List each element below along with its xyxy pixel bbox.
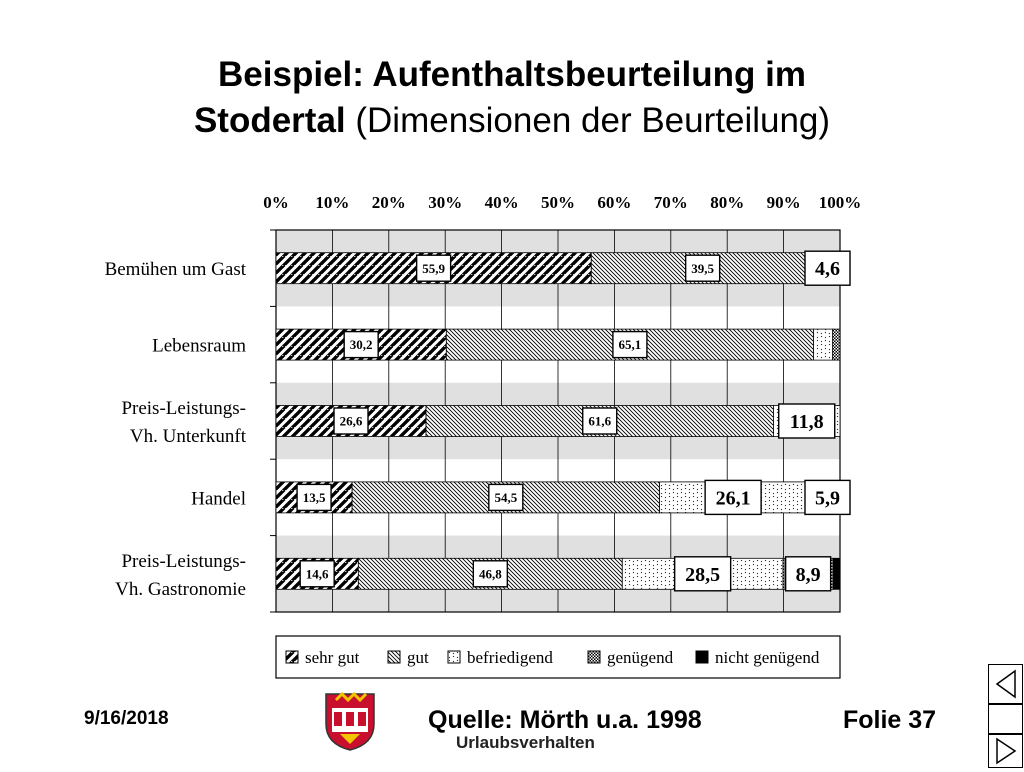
x-tick-label: 80% — [710, 193, 745, 212]
x-tick-label: 20% — [371, 193, 406, 212]
y-category-label: Preis-Leistungs- — [121, 550, 246, 572]
data-label: 54,5 — [494, 489, 518, 505]
x-tick-label: 50% — [541, 193, 575, 212]
bar-segment — [833, 329, 840, 360]
legend-label: genügend — [607, 648, 674, 667]
bar-segment — [833, 558, 840, 589]
data-label: 14,6 — [305, 566, 329, 582]
legend-swatch — [588, 651, 600, 663]
legend-swatch — [388, 651, 400, 663]
data-label: 11,8 — [789, 411, 824, 433]
legend-label: befriedigend — [467, 648, 553, 667]
x-tick-label: 0% — [263, 193, 289, 212]
data-label: 26,6 — [339, 413, 363, 429]
next-slide-button[interactable] — [988, 734, 1023, 768]
title-line-1: Beispiel: Aufenthaltsbeurteilung im — [218, 55, 806, 94]
data-label: 13,5 — [302, 489, 326, 505]
data-label: 28,5 — [685, 563, 721, 586]
x-tick-label: 70% — [653, 193, 688, 212]
previous-slide-button[interactable] — [988, 664, 1023, 704]
x-tick-label: 100% — [818, 193, 862, 212]
x-tick-label: 90% — [766, 193, 801, 212]
legend-label: gut — [407, 648, 429, 667]
x-tick-label: 40% — [484, 193, 519, 212]
triangle-left-icon — [989, 665, 1022, 703]
y-category-label: Bemühen um Gast — [104, 259, 246, 281]
footer-source: Quelle: Mörth u.a. 1998 — [428, 706, 702, 734]
data-label: 5,9 — [815, 487, 840, 510]
data-label: 46,8 — [478, 566, 502, 582]
footer-slide-number: Folie 37 — [843, 706, 937, 734]
y-category-label: Handel — [191, 488, 246, 510]
y-category-label: Preis-Leistungs- — [121, 398, 246, 419]
data-label: 61,6 — [588, 413, 612, 429]
slide-menu-button[interactable] — [988, 704, 1023, 734]
data-label: 65,1 — [618, 337, 642, 353]
y-category-label: Vh. Gastronomie — [115, 578, 246, 600]
legend-label: nicht genügend — [715, 648, 820, 667]
legend-swatch — [696, 651, 708, 663]
footer-partial-text: Urlaubsverhalten — [456, 733, 595, 752]
data-label: 4,6 — [815, 258, 840, 281]
y-category-label: Lebensraum — [152, 335, 246, 357]
legend-swatch — [286, 651, 298, 663]
legend-label: sehr gut — [305, 648, 360, 667]
y-category-label: Vh. Unterkunft — [129, 426, 246, 447]
x-tick-label: 60% — [597, 193, 632, 212]
x-tick-label: 10% — [315, 193, 350, 212]
triangle-right-icon — [989, 735, 1022, 767]
bar-segment — [813, 329, 832, 360]
legend-swatch — [448, 651, 460, 663]
data-label: 8,9 — [795, 563, 821, 586]
data-label: 26,1 — [715, 487, 751, 510]
footer-date: 9/16/2018 — [84, 708, 169, 729]
title-bold-part: Stodertal — [193, 101, 346, 140]
coat-of-arms-icon — [322, 690, 378, 752]
x-tick-label: 30% — [428, 193, 463, 212]
data-label: 30,2 — [349, 337, 373, 353]
data-label: 55,9 — [422, 260, 446, 276]
title-rest-part: (Dimensionen der Beurteilung) — [345, 101, 831, 140]
data-label: 39,5 — [691, 260, 715, 276]
